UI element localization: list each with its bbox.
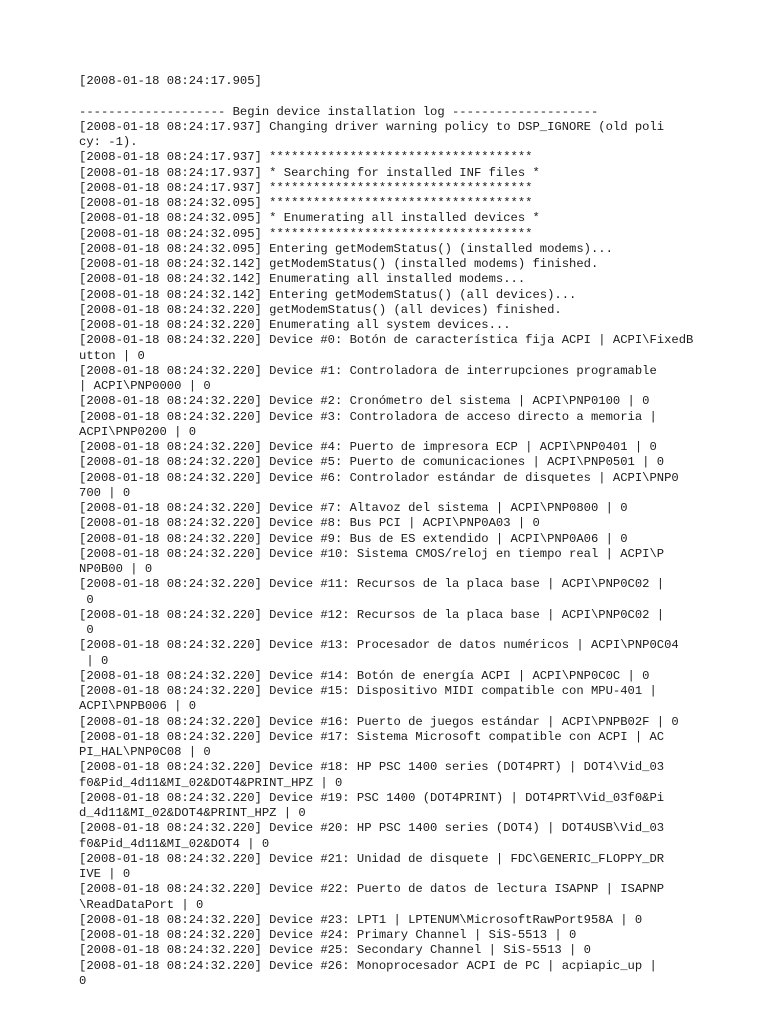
log-line: d_4d11&MI_02&DOT4&PRINT_HPZ | 0 (79, 806, 306, 820)
log-line: [2008-01-18 08:24:32.220] Device #16: Puerto de juegos estándar | ACPI\PNPB02F | 0 (79, 714, 679, 729)
log-line: [2008-01-18 08:24:32.220] Device #1: Controladora de interrupciones programable (79, 363, 657, 378)
log-line: -------------------- Begin device installation log -------------------- (79, 104, 599, 119)
log-line: [2008-01-18 08:24:32.220] Enumerating all system devices... (79, 318, 511, 332)
log-line: NP0B00 | 0 (79, 562, 153, 576)
log-line: f0&Pid_4d11&MI_02&DOT4&PRINT_HPZ | 0 (79, 775, 343, 790)
log-line: [2008-01-18 08:24:32.142] Enumerating all installed modems... (79, 272, 526, 287)
log-line: [2008-01-18 08:24:32.220] Device #26: Monoprocesador ACPI de PC | acpiapic_up | (79, 958, 657, 973)
log-line: 0 (79, 623, 94, 637)
log-line: | 0 (79, 653, 109, 668)
log-line: [2008-01-18 08:24:32.220] Device #17: Sistema Microsoft compatible con ACPI | AC (79, 729, 665, 744)
log-line: [2008-01-18 08:24:32.220] Device #15: Dispositivo MIDI compatible con MPU-401 | (79, 684, 657, 698)
log-line: [2008-01-18 08:24:32.095] ************************************ (79, 226, 533, 241)
log-line: [2008-01-18 08:24:32.220] Device #24: Primary Channel | SiS-5513 | 0 (79, 928, 577, 942)
log-line: [2008-01-18 08:24:32.220] Device #21: Unidad de disquete | FDC\GENERIC_FLOPPY_DR (79, 851, 665, 866)
log-line: [2008-01-18 08:24:32.220] Device #10: Sistema CMOS/reloj en tiempo real | ACPI\P (79, 546, 665, 561)
log-line: [2008-01-18 08:24:32.220] Device #13: Procesador de datos numéricos | ACPI\PNP0C04 (79, 638, 679, 653)
log-line: 700 | 0 (79, 485, 131, 500)
log-line: utton | 0 (79, 348, 145, 363)
log-line: cy: -1). (79, 135, 138, 149)
log-line: [2008-01-18 08:24:32.095] Entering getModemStatus() (installed modems)... (79, 241, 613, 256)
log-line: [2008-01-18 08:24:32.220] Device #6: Controlador estándar de disquetes | ACPI\PNP0 (79, 470, 679, 485)
log-line: [2008-01-18 08:24:32.220] Device #8: Bus PCI | ACPI\PNP0A03 | 0 (79, 516, 540, 531)
log-line: [2008-01-18 08:24:32.220] Device #2: Cronómetro del sistema | ACPI\PNP0100 | 0 (79, 394, 650, 409)
log-line: | ACPI\PNP0000 | 0 (79, 379, 211, 393)
log-line: [2008-01-18 08:24:32.095] * Enumerating all installed devices * (79, 211, 540, 226)
log-line: [2008-01-18 08:24:17.937] ************************************ (79, 150, 533, 165)
log-line: [2008-01-18 08:24:32.220] Device #23: LPT1 | LPTENUM\MicrosoftRawPort958A | 0 (79, 912, 643, 927)
log-line: ACPI\PNPB006 | 0 (79, 699, 197, 714)
log-line: [2008-01-18 08:24:32.220] Device #25: Secondary Channel | SiS-5513 | 0 (79, 943, 591, 958)
log-line: [2008-01-18 08:24:32.220] Device #22: Puerto de datos de lectura ISAPNP | ISAPNP (79, 882, 665, 897)
log-line: f0&Pid_4d11&MI_02&DOT4 | 0 (79, 836, 270, 851)
log-line: [2008-01-18 08:24:17.937] ************************************ (79, 180, 533, 195)
log-line: [2008-01-18 08:24:32.220] Device #5: Puerto de comunicaciones | ACPI\PNP0501 | 0 (79, 455, 665, 470)
log-line: [2008-01-18 08:24:32.220] Device #7: Altavoz del sistema | ACPI\PNP0800 | 0 (79, 501, 628, 515)
log-line: [2008-01-18 08:24:32.220] getModemStatus() (all devices) finished. (79, 302, 562, 317)
log-line: [2008-01-18 08:24:32.220] Device #19: PSC 1400 (DOT4PRINT) | DOT4PRT\Vid_03f0&Pi (79, 790, 665, 805)
log-line: [2008-01-18 08:24:32.220] Device #0: Botón de característica fija ACPI | ACPI\FixedB (79, 333, 694, 348)
log-line: [2008-01-18 08:24:32.220] Device #9: Bus de ES extendido | ACPI\PNP0A06 | 0 (79, 531, 628, 546)
log-line: IVE | 0 (79, 867, 131, 881)
log-line: [2008-01-18 08:24:32.220] Device #3: Controladora de acceso directo a memoria | (79, 409, 657, 424)
log-line: [2008-01-18 08:24:17.905] (79, 74, 262, 88)
log-line: [2008-01-18 08:24:32.220] Device #14: Botón de energía ACPI | ACPI\PNP0C0C | 0 (79, 668, 650, 683)
log-line: [2008-01-18 08:24:32.220] Device #18: HP PSC 1400 series (DOT4PRT) | DOT4\Vid_03 (79, 760, 665, 775)
log-line: PI_HAL\PNP0C08 | 0 (79, 745, 211, 759)
log-line: ACPI\PNP0200 | 0 (79, 424, 197, 439)
log-line: \ReadDataPort | 0 (79, 897, 204, 912)
log-line: [2008-01-18 08:24:32.220] Device #12: Recursos de la placa base | ACPI\PNP0C02 | (79, 607, 665, 622)
log-line: [2008-01-18 08:24:32.220] Device #20: HP PSC 1400 series (DOT4) | DOT4USB\Vid_03 (79, 821, 665, 836)
log-line: [2008-01-18 08:24:32.220] Device #11: Recursos de la placa base | ACPI\PNP0C02 | (79, 577, 665, 592)
log-line: [2008-01-18 08:24:17.937] Changing driver warning policy to DSP_IGNORE (old poli (79, 119, 665, 134)
log-line: [2008-01-18 08:24:32.220] Device #4: Puerto de impresora ECP | ACPI\PNP0401 | 0 (79, 440, 657, 454)
log-line: [2008-01-18 08:24:32.142] Entering getModemStatus() (all devices)... (79, 287, 577, 302)
log-line: [2008-01-18 08:24:32.095] ************************************ (79, 196, 533, 210)
log-line: [2008-01-18 08:24:32.142] getModemStatus() (installed modems) finished. (79, 257, 599, 271)
log-line: [2008-01-18 08:24:17.937] * Searching for installed INF files * (79, 165, 540, 180)
installation-log-text (79, 74, 759, 989)
log-line: 0 (79, 973, 87, 988)
log-line: 0 (79, 592, 94, 607)
log-line (79, 89, 759, 104)
